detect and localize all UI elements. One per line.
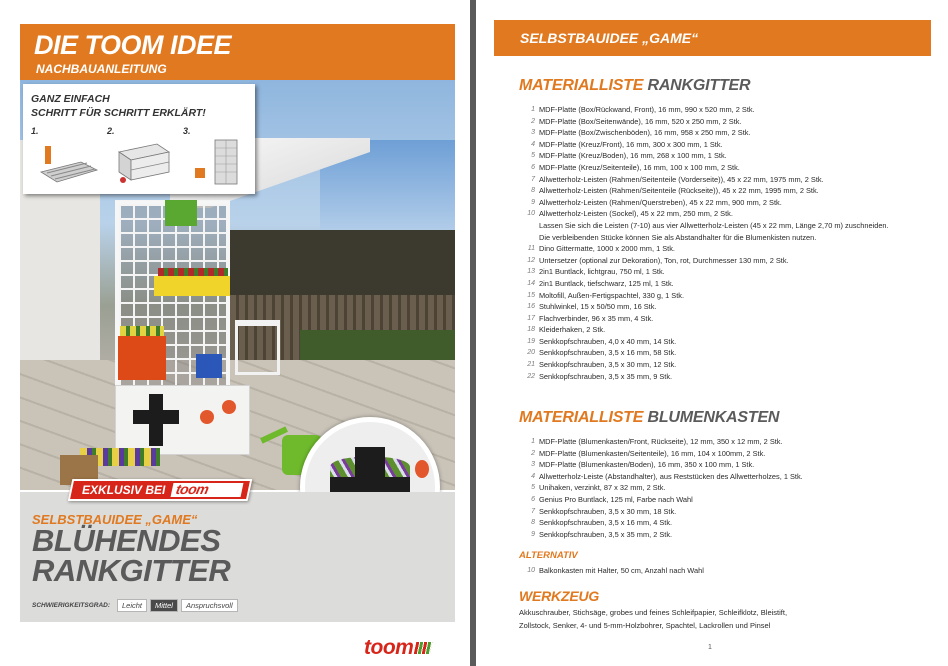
step-illustrations (29, 126, 251, 190)
step-number: 2. (107, 126, 115, 136)
heading-part: BLUMENKASTEN (647, 409, 780, 426)
item-text: MDF-Platte (Blumenkasten/Seitenteile), 16 mm, 104 x 100mm, 2 Stk. (539, 448, 766, 458)
item-text: MDF-Platte (Box/Rückwand, Front), 16 mm, 990 x 520 mm, 2 Stk. (539, 105, 755, 114)
item-number: 3 (531, 129, 535, 137)
item-number: 8 (531, 187, 535, 195)
list-item (519, 529, 939, 541)
list-item (519, 347, 939, 359)
project-title-line: RANKGITTER (32, 553, 231, 588)
item-text: MDF-Platte (Kreuz/Boden), 16 mm, 268 x 100 mm, 1 Stk. (539, 151, 727, 161)
item-text: Kleiderhaken, 2 Stk. (539, 325, 606, 335)
item-text: 2in1 Buntlack, lichtgrau, 750 ml, 1 Stk. (539, 267, 665, 277)
item-text: MDF-Platte (Box/Zwischenböden), 16 mm, 958 x 250 mm, 2 Stk. (539, 128, 751, 138)
page-header-title: SELBSTBAUIDEE „GAME“ (520, 30, 699, 46)
item-number: 1 (531, 106, 535, 113)
cross-horizontal (133, 410, 179, 424)
material-list-blumenkasten (519, 436, 939, 540)
item-number: 9 (531, 530, 535, 538)
item-number: 3 (531, 461, 535, 469)
item-number: 7 (531, 507, 535, 515)
item-text: Allwetterholz-Leisten (Rahmen/Querstreben), 45 x 22 mm, 900 mm, 2 Stk. (539, 197, 782, 207)
red-planter (118, 336, 166, 380)
item-number: 12 (527, 256, 535, 264)
item-text: Senkkopfschrauben, 3,5 x 35 mm, 2 Stk. (539, 529, 673, 539)
list-item (519, 459, 939, 471)
item-number: 6 (531, 163, 535, 171)
list-item (519, 471, 939, 483)
yellow-planter (154, 276, 230, 296)
list-item (519, 517, 939, 529)
item-number: 14 (527, 279, 535, 287)
item-text: Senkkopfschrauben, 3,5 x 30 mm, 18 Stk. (539, 506, 677, 516)
list-item (519, 324, 939, 336)
item-text: Senkkopfschrauben, 3,5 x 35 mm, 9 Stk. (539, 371, 673, 381)
list-item-note (519, 232, 939, 244)
list-item (519, 116, 939, 128)
banner-title: DIE TOOM IDEE (34, 30, 232, 60)
alternativ-heading: ALTERNATIV (519, 550, 578, 561)
heading-part: MATERIALLISTE (519, 409, 644, 426)
list-item (519, 436, 939, 448)
toom-flag-icon (414, 642, 433, 654)
item-text: Senkkopfschrauben, 4,0 x 40 mm, 14 Stk. (539, 336, 677, 346)
exklusiv-label: EXKLUSIV BEI (82, 483, 166, 497)
item-number: 21 (527, 361, 535, 369)
list-item (519, 359, 939, 371)
list-item (519, 448, 939, 460)
difficulty-option: Leicht (117, 599, 147, 612)
list-item (519, 278, 939, 290)
werkzeug-line: Akkuschrauber, Stichsäge, grobes und feines Schleifpapier, Schleifklotz, Bleistift, (519, 608, 788, 617)
material-list-rankgitter (519, 104, 939, 382)
list-item (519, 127, 939, 139)
inset-title (31, 92, 206, 120)
step-1 (29, 126, 101, 190)
item-number: 15 (527, 291, 535, 299)
list-item (519, 185, 939, 197)
step-number: 1. (31, 126, 39, 136)
page-number: 1 (708, 644, 712, 651)
list-item (519, 139, 939, 151)
item-text: Moltofill, Außen-Fertigspachtel, 330 g, 1 Stk. (539, 290, 685, 300)
item-text: Unihaken, verzinkt, 87 x 32 mm, 2 Stk. (539, 483, 666, 493)
inset-title-line: SCHRITT FÜR SCHRITT ERKLÄRT! (31, 107, 206, 119)
item-text: Lassen Sie sich die Leisten (7-10) aus vier Allwetterholz-Leisten (45 x 22 mm, Länge 2,70 m) zuschneiden. (539, 220, 889, 230)
list-item (519, 565, 939, 577)
list-item (519, 208, 939, 220)
frame-assembly-illustration (37, 138, 99, 186)
red-button-dot (415, 460, 429, 478)
item-number: 22 (527, 372, 535, 380)
item-number: 7 (531, 175, 535, 183)
item-text: Senkkopfschrauben, 3,5 x 16 mm, 4 Stk. (539, 518, 673, 528)
item-number: 2 (531, 117, 535, 125)
item-number: 10 (527, 210, 535, 218)
item-text: MDF-Platte (Blumenkasten/Front, Rückseite), 12 mm, 350 x 12 mm, 2 Stk. (539, 437, 783, 446)
list-item (519, 162, 939, 174)
item-number: 5 (531, 484, 535, 492)
item-number: 9 (531, 198, 535, 206)
list-item (519, 104, 939, 116)
list-item (519, 313, 939, 325)
step-2 (105, 126, 177, 190)
werkzeug-line: Zollstock, Senker, 4- und 5-mm-Holzbohrer, Spachtel, Lackrollen und Pinsel (519, 621, 771, 630)
list-item (519, 150, 939, 162)
green-planter (165, 200, 197, 226)
list-item (519, 243, 939, 255)
title-panel (20, 492, 455, 622)
project-title-line: BLÜHENDES (32, 523, 221, 558)
list-item-note (519, 220, 939, 232)
cover-page (0, 0, 470, 666)
item-text: MDF-Platte (Blumenkasten/Boden), 16 mm, 350 x 100 mm, 1 Stk. (539, 460, 755, 470)
difficulty-option: Anspruchsvoll (181, 599, 238, 612)
material-list-page (476, 0, 948, 666)
item-number: 13 (527, 268, 535, 276)
item-number: 17 (527, 314, 535, 322)
difficulty-scale (32, 599, 238, 611)
exklusiv-badge (68, 479, 253, 501)
list-item (519, 174, 939, 186)
difficulty-option-selected: Mittel (150, 599, 178, 612)
section-heading-blumenkasten (519, 409, 779, 427)
item-number: 4 (531, 472, 535, 480)
step-3 (181, 126, 253, 190)
item-text: Allwetterholz-Leisten (Rahmen/Seitenteile (Rückseite)), 45 x 22 mm, 1995 mm, 2 Stk. (539, 186, 819, 196)
item-text: MDF-Platte (Box/Seitenwände), 16 mm, 520 x 250 mm, 2 Stk. (539, 116, 742, 126)
item-text: 2in1 Buntlack, tiefschwarz, 125 ml, 1 Stk. (539, 278, 674, 288)
item-text: MDF-Platte (Kreuz/Front), 16 mm, 300 x 300 mm, 1 Stk. (539, 139, 723, 149)
trellis-mount-illustration (189, 138, 251, 186)
red-button-dot (222, 400, 236, 414)
item-number: 18 (527, 326, 535, 334)
item-number: 8 (531, 519, 535, 527)
werkzeug-heading: WERKZEUG (519, 588, 600, 604)
werkzeug-text (519, 606, 939, 632)
item-text: Allwetterholz-Leisten (Sockel), 45 x 22 mm, 250 mm, 2 Stk. (539, 209, 733, 219)
item-number: 2 (531, 449, 535, 457)
page-header (494, 20, 931, 56)
item-number: 20 (527, 349, 535, 357)
list-item (519, 266, 939, 278)
item-text: Stuhlwinkel, 15 x 50/50 mm, 16 Stk. (539, 302, 657, 312)
list-item (519, 371, 939, 383)
item-number: 5 (531, 152, 535, 160)
item-text: Flachverbinder, 96 x 35 mm, 4 Stk. (539, 313, 654, 323)
item-text: Die verbleibenden Stücke können Sie als Abstandhalter für die Blumenkisten nutzen. (539, 232, 817, 242)
box-assembly-illustration (113, 138, 175, 186)
cover-banner (20, 24, 455, 80)
project-subtitle: SELBSTBAUIDEE „GAME“ (32, 512, 198, 527)
item-number: 11 (527, 245, 535, 253)
toom-badge-logo (171, 483, 244, 497)
item-number: 10 (527, 567, 535, 574)
blue-planter (196, 354, 222, 378)
section-heading-rankgitter (519, 77, 750, 95)
item-text: Genius Pro Buntlack, 125 ml, Farbe nach Wahl (539, 494, 693, 504)
list-item (519, 336, 939, 348)
red-button-dot (200, 410, 214, 424)
item-text: Allwetterholz-Leiste (Abstandhalter), aus Reststücken des Allwetterholzes, 1 Stk. (539, 471, 803, 481)
item-number: 4 (531, 140, 535, 148)
item-text: Senkkopfschrauben, 3,5 x 30 mm, 12 Stk. (539, 360, 677, 370)
list-item (519, 197, 939, 209)
item-text: Dino Gittermatte, 1000 x 2000 mm, 1 Stk. (539, 244, 675, 254)
item-number: 6 (531, 495, 535, 503)
item-number: 16 (527, 303, 535, 311)
garden-chair (235, 320, 280, 375)
inset-title-line: GANZ EINFACH (31, 93, 110, 105)
item-text: Senkkopfschrauben, 3,5 x 16 mm, 58 Stk. (539, 348, 677, 358)
alternativ-list (519, 565, 939, 577)
item-text: Balkonkasten mit Halter, 50 cm, Anzahl nach Wahl (539, 566, 704, 575)
step-number: 3. (183, 126, 191, 136)
heading-part: MATERIALLISTE (519, 77, 644, 94)
project-title (32, 523, 231, 588)
toom-logo (364, 638, 431, 658)
hedge (300, 330, 455, 360)
heading-part: RANKGITTER (647, 77, 751, 94)
item-number: 1 (531, 438, 535, 445)
difficulty-label: SCHWIERIGKEITSGRAD: (32, 601, 110, 609)
steps-inset (23, 84, 255, 194)
list-item (519, 494, 939, 506)
banner-subtitle: NACHBAUANLEITUNG (36, 62, 167, 76)
toom-logo-text: toom (174, 481, 211, 497)
list-item (519, 482, 939, 494)
toom-logo-text: toom (364, 636, 414, 659)
item-number: 19 (527, 337, 535, 345)
item-text: Allwetterholz-Leisten (Rahmen/Seitenteile (Vorderseite)), 45 x 22 mm, 1975 mm, 2 Stk. (539, 174, 824, 184)
list-item (519, 290, 939, 302)
trellis-grid (115, 200, 230, 415)
list-item (519, 506, 939, 518)
list-item (519, 301, 939, 313)
list-item (519, 255, 939, 267)
game-planter-box (115, 385, 250, 455)
item-text: Untersetzer (optional zur Dekoration), Ton, rot, Durchmesser 130 mm, 2 Stk. (539, 255, 789, 265)
item-text: MDF-Platte (Kreuz/Seitenteile), 16 mm, 100 x 100 mm, 2 Stk. (539, 162, 740, 172)
